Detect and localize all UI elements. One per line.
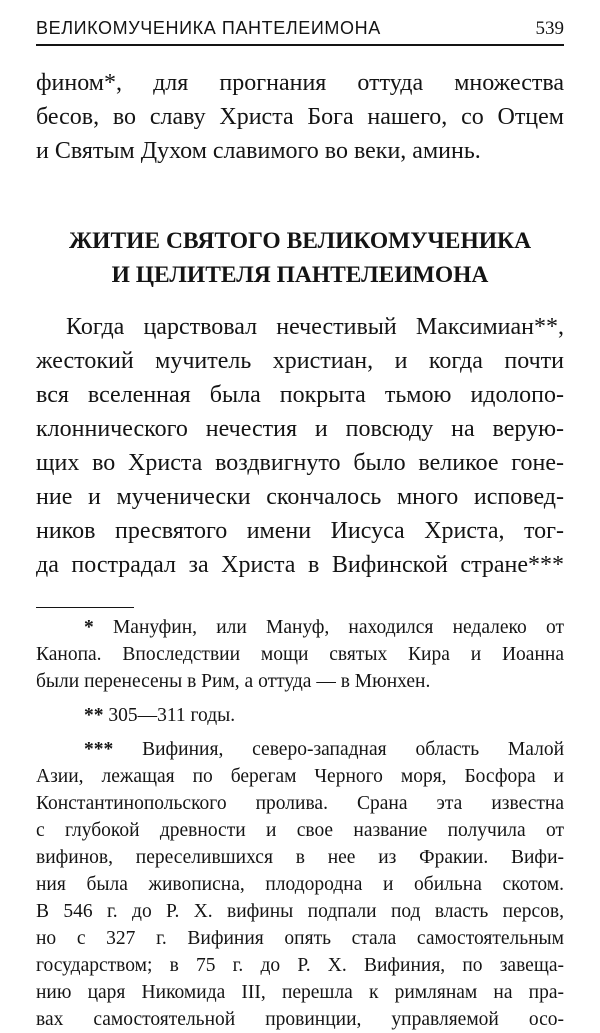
footnote-line: В 546 г. до Р. Х. вифины подпали под власть персов,: [36, 901, 564, 922]
text-line: вся вселенная была покрыта тьмою идолопо-: [36, 382, 564, 408]
body-paragraph: [36, 310, 564, 582]
footnote-line: нию царя Никомида III, перешла к римлянам на пра-: [36, 982, 564, 1003]
text-line: бесов, во славу Христа Бога нашего, со Отцем: [36, 104, 564, 130]
running-head-title: ВЕЛИКОМУЧЕНИКА ПАНТЕЛЕИМОНА: [36, 18, 381, 38]
footnote-line: Константинопольского пролива. Срана эта известна: [36, 793, 564, 814]
footnote-line: с глубокой древности и свое название получила от: [36, 820, 564, 841]
intro-text: [36, 66, 564, 168]
footnotes: [36, 614, 564, 1033]
footnote-mark: **: [84, 705, 104, 726]
footnote-line: вифинов, переселившихся в нее из Фракии. Вифи-: [36, 847, 564, 868]
text-line: фином*, для прогнания оттуда множества: [36, 70, 564, 96]
footnote-3: [36, 736, 564, 1033]
footnote-line: Азии, лежащая по берегам Черного моря, Босфора и: [36, 766, 564, 787]
book-page: [36, 18, 564, 1033]
footnote-2: [36, 702, 564, 729]
heading-line: ЖИТИЕ СВЯТОГО ВЕЛИКОМУЧЕНИКА: [68, 228, 532, 254]
chapter-heading: [36, 224, 564, 292]
footnote-line: [36, 614, 564, 641]
heading-line: И ЦЕЛИТЕЛЯ ПАНТЕЛЕИМОНА: [111, 262, 489, 288]
footnote-divider: [36, 607, 134, 608]
footnote-line: вах самостоятельной провинции, управляемой осо-: [36, 1009, 564, 1030]
text-line: клоннического нечестия и повсюду на верую-: [36, 416, 564, 442]
footnote-text: Мануфин, или Мануф, находился недалеко от: [112, 617, 564, 638]
text-line: да пострадал за Христа в Вифинской стране***: [36, 552, 564, 578]
text-line: ников пресвятого имени Иисуса Христа, тог-: [36, 518, 564, 544]
footnote-line: государством; в 75 г. до Р. Х. Вифиния, по завеща-: [36, 955, 564, 976]
footnote-1: [36, 614, 564, 695]
text-line: ние и мученически скончалось много исповед-: [36, 484, 564, 510]
text-line: щих во Христа воздвигнуто было великое гоне-: [36, 450, 564, 476]
text-line: и Святым Духом славимого во веки, аминь.: [36, 138, 481, 164]
footnote-mark: *: [84, 617, 94, 638]
page-number: 539: [535, 18, 564, 39]
footnote-line: но с 327 г. Вифиния опять стала самостоятельным: [36, 928, 564, 949]
text-line: жестокий мучитель христиан, и когда почти: [36, 348, 564, 374]
footnote-line: Канопа. Впоследствии мощи святых Кира и Иоанна: [36, 644, 564, 665]
text-line: Когда царствовал нечестивый Максимиан**,: [66, 314, 564, 340]
footnote-mark: ***: [84, 739, 114, 760]
footnote-text: 305—311 годы.: [108, 705, 236, 726]
footnote-text: Вифиния, северо-западная область Малой: [142, 739, 565, 760]
footnote-line: были перенесены в Рим, а оттуда — в Мюнхен.: [36, 671, 431, 692]
running-head: [36, 18, 564, 46]
footnote-line: [36, 702, 564, 729]
footnote-line: [36, 736, 564, 763]
footnote-line: ния была живописна, плодородна и обильна скотом.: [36, 874, 564, 895]
